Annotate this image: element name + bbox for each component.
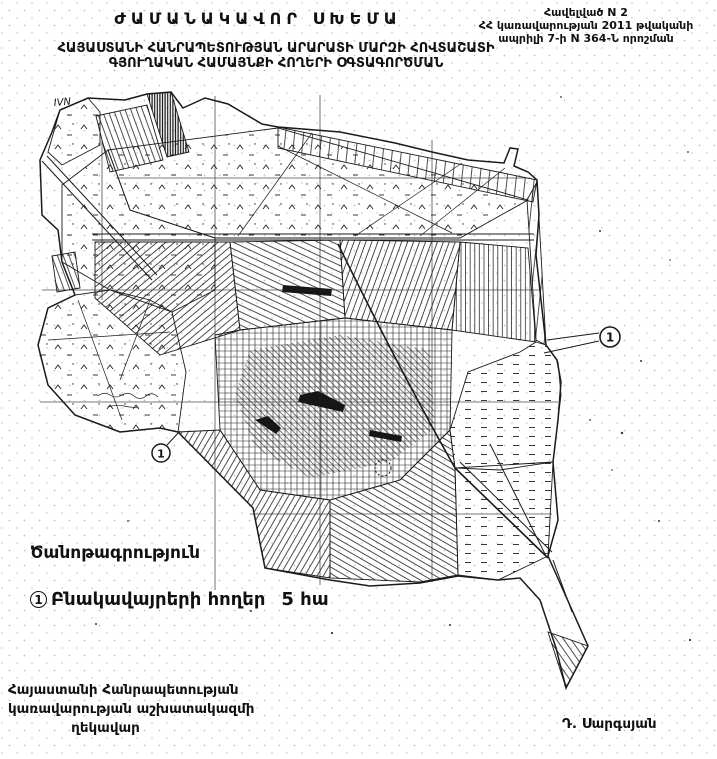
annex-line-3: ապրիլի 7-ի N 364-Ն որոշման [498, 32, 674, 45]
page-title: ԺԱՄԱՆԱԿԱՎՈՐ ՍԽԵՄԱ [114, 9, 402, 28]
footer-org-line-1: Հայաստանի Հանրապետության [8, 682, 239, 698]
parcel-zone [452, 242, 536, 342]
map-sheet-label: IVN [53, 96, 72, 109]
map-marker-right [544, 327, 620, 353]
subtitle-line-1: ՀԱՅԱՍՏԱՆԻ ՀԱՆՐԱՊԵՏՈՒԹՅԱՆ ԱՐԱՐԱՏԻ ՄԱՐԶԻ ՀՈՎՏԱՇԱՏԻ [57, 41, 495, 56]
footer-org-line-3: ղեկավար [71, 720, 140, 736]
map-marker-left [152, 431, 180, 462]
parcel-zone [230, 240, 345, 330]
marker-leader-line [167, 431, 180, 445]
annex-line-1: Հավելված N 2 [544, 6, 628, 19]
annex-reference [458, 6, 714, 45]
annex-line-2: ՀՀ կառավարության 2011 թվականի [478, 19, 694, 32]
page-subtitle [0, 41, 552, 71]
marker-number: 1 [605, 330, 615, 345]
legend-item-label: Բնակավայրերի հողեր [51, 589, 266, 610]
legend-item-area: 5 հա [281, 589, 329, 610]
subtitle-line-2: ԳՅՈՒՂԱԿԱՆ ՀԱՄԱՅՆՔԻ ՀՈՂԵՐԻ ՕԳՏԱԳՈՐԾՄԱՆ [108, 56, 444, 71]
parcel-zone [450, 342, 561, 470]
footer-org-line-2: կառավարության աշխատակազմի [8, 701, 255, 717]
parcel-zone [455, 462, 553, 580]
marker-leader-lines [544, 333, 599, 353]
marker-number: 1 [157, 447, 165, 461]
legend-heading: Ծանոթագրություն [30, 543, 201, 563]
legend-item [30, 589, 329, 610]
footer-organization [8, 681, 258, 738]
signature-name: Դ. Սարգսյան [562, 716, 657, 732]
legend-marker-icon: 1 [30, 591, 47, 608]
